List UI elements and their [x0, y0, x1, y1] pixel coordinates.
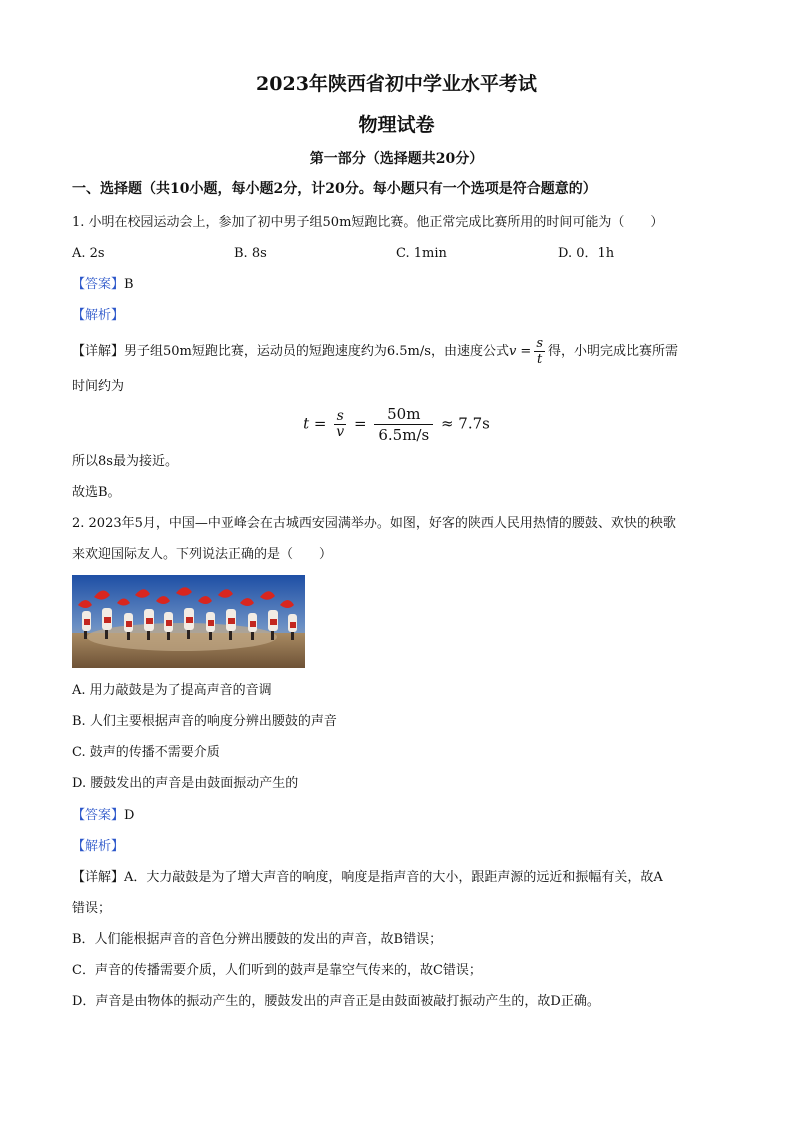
q1-option-d: D. 0．1h [558, 246, 615, 261]
detail-text: A．大力敲鼓是为了增大声音的响度，响度是指声音的大小，跟距声源的远近和振幅有关，故A [124, 870, 663, 885]
q1-conclusion: 所以8s最为接近。 [72, 454, 178, 469]
eq-sv-fraction [334, 409, 346, 440]
q1-equation [0, 404, 793, 445]
eq-t: t = [303, 414, 327, 433]
q1-option-c: C. 1min [396, 246, 447, 261]
q1-option-b: B. 8s [234, 246, 267, 261]
q2-answer [72, 807, 134, 825]
eq-s: s [334, 409, 346, 425]
formula-v: v = [508, 344, 532, 359]
q2-option-c: C. 鼓声的传播不需要介质 [72, 745, 220, 760]
dancers-photo [72, 575, 305, 668]
q1-option-a: A. 2s [72, 246, 105, 261]
eq-result: ≈ 7.7s [440, 414, 490, 433]
part-heading: 第一部分（选择题共20分） [309, 151, 484, 167]
q2-detail-line-4: C．声音的传播需要介质，人们听到的鼓声是靠空气传来的，故C错误； [72, 963, 482, 978]
q2-detail-line-3: B．人们能根据声音的音色分辨出腰鼓的发出的声音，故B错误； [72, 932, 443, 947]
eq-numerator: 50m [374, 404, 433, 425]
q2-detail-line-5: D．声音是由物体的振动产生的，腰鼓发出的声音正是由鼓面被敲打振动产生的，故D正确。 [72, 994, 600, 1009]
section-heading: 一、选择题（共10小题，每小题2分，计20分。每小题只有一个选项是符合题意的） [72, 181, 597, 197]
q1-final: 故选B。 [72, 485, 121, 500]
formula-fraction [534, 336, 545, 367]
answer-tag: 【答案】 [72, 277, 125, 292]
q2-stem-line-1: 2. 2023年5月，中国—中亚峰会在古城西安园满举办。如图，好客的陕西人民用热情的腰鼓、欢快的秧歌 [72, 516, 676, 531]
q1-detail-line-2: 时间约为 [72, 379, 125, 394]
detail-text-a: 男子组50m短跑比赛，运动员的短跑速度约为6.5m/s，由速度公式 [124, 344, 509, 359]
eq-denominator: 6.5m/s [378, 426, 430, 444]
detail-tag: 【详解】 [72, 870, 125, 885]
answer-value: B [124, 277, 134, 292]
q2-option-a: A. 用力敲鼓是为了提高声音的音调 [72, 683, 272, 698]
eq-value-fraction [374, 404, 433, 445]
eq-v: v [336, 424, 345, 440]
q2-detail-line-2: 错误； [72, 901, 112, 916]
eq-equals: = [353, 414, 367, 433]
answer-tag: 【答案】 [72, 808, 125, 823]
q1-analysis-tag: 【解析】 [72, 308, 125, 323]
exam-subtitle: 物理试卷 [358, 114, 435, 136]
q2-option-b: B. 人们主要根据声音的响度分辨出腰鼓的声音 [72, 714, 337, 729]
q1-answer [72, 276, 134, 294]
q2-detail-line-1 [72, 869, 663, 887]
q1-detail-line [72, 336, 678, 368]
q2-stem-line-2: 来欢迎国际友人。下列说法正确的是（ ） [72, 547, 333, 562]
exam-title: 2023年陕西省初中学业水平考试 [256, 73, 537, 95]
formula-denominator: t [537, 352, 543, 367]
detail-tag: 【详解】 [72, 344, 125, 359]
q2-analysis-tag: 【解析】 [72, 839, 125, 854]
answer-value: D [124, 808, 135, 823]
formula-numerator: s [536, 336, 543, 351]
detail-text-b: 得，小明完成比赛所需 [548, 344, 679, 359]
q1-stem: 1. 小明在校园运动会上，参加了初中男子组50m短跑比赛。他正常完成比赛所用的时间可能为（ ） [72, 215, 664, 230]
q2-option-d: D. 腰鼓发出的声音是由鼓面振动产生的 [72, 776, 299, 791]
